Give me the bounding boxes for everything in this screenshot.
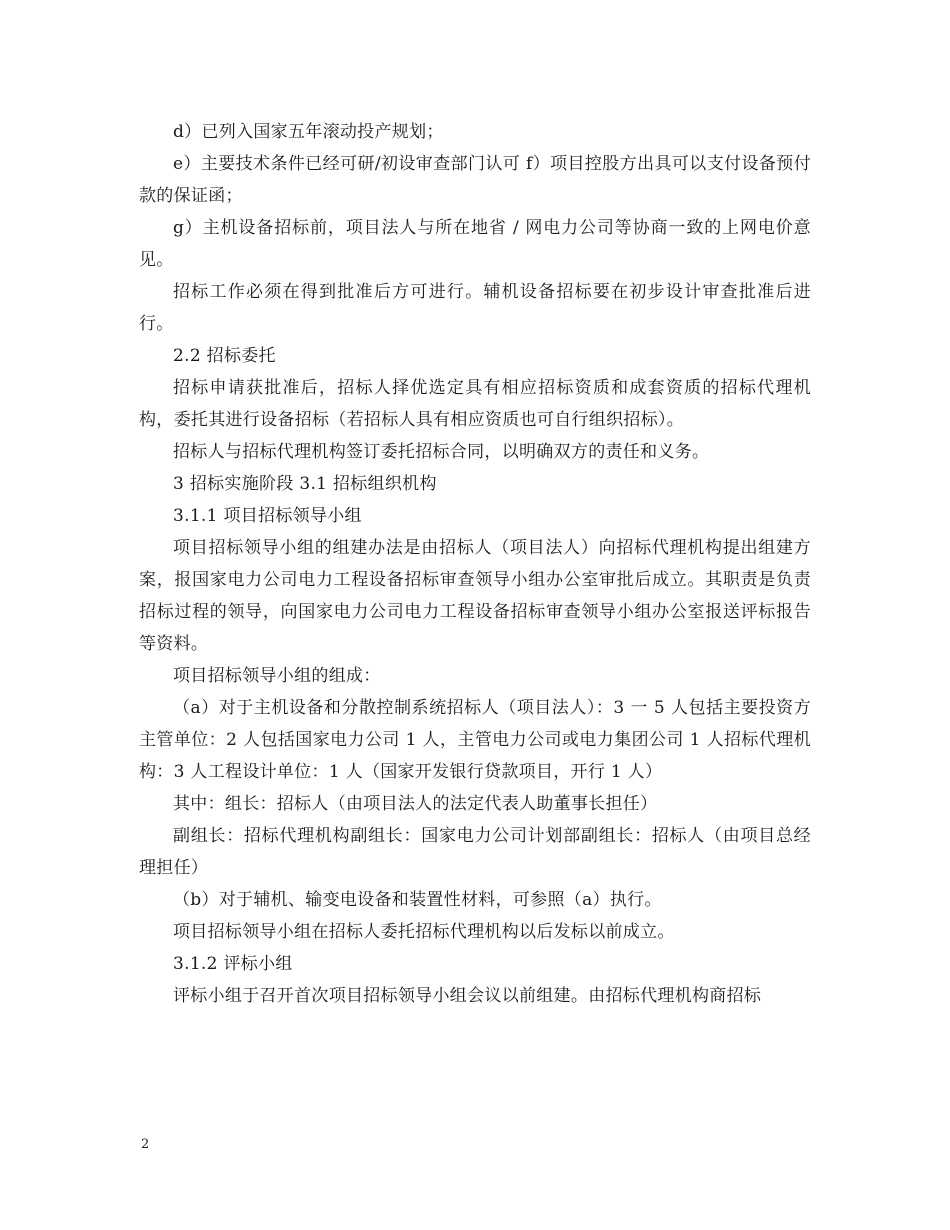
- paragraph-18: 评标小组于召开首次项目招标领导小组会议以前组建。由招标代理机构商招标: [173, 986, 762, 1006]
- page-number: 2: [141, 1137, 150, 1152]
- paragraph-14: 副组长：招标代理机构副组长：国家电力公司计划部副组长：招标人（由项目总经理担任）: [139, 826, 811, 878]
- section-heading-2-2: 2.2 招标委托: [173, 346, 276, 366]
- paragraph-3: g）主机设备招标前，项目法人与所在地省 / 网电力公司等协商一致的上网电价意见。: [139, 218, 811, 270]
- paragraph-10: 项目招标领导小组的组建办法是由招标人（项目法人）向招标代理机构提出组建方案，报国家电力公司电力工程设备招标审查领导小组办公室审批后成立。其职责是负责招标过程的领导，向国家电力公司电力工程设备招标审查领导小组办公室报送评标报告等资料。: [139, 538, 811, 654]
- paragraph-6: 招标申请获批准后，招标人择优选定具有相应招标资质和成套资质的招标代理机构，委托其进行设备招标（若招标人具有相应资质也可自行组织招标）。: [139, 378, 811, 430]
- section-heading-3-1-2: 3.1.2 评标小组: [173, 954, 293, 974]
- body-text: [139, 116, 811, 1012]
- paragraph-15: （b）对于辅机、输变电设备和装置性材料，可参照（a）执行。: [173, 890, 662, 910]
- section-heading-3: 3 招标实施阶段 3.1 招标组织机构: [173, 474, 437, 494]
- section-heading-3-1-1: 3.1.1 项目招标领导小组: [173, 506, 362, 526]
- paragraph-2: e）主要技术条件已经可研/初设审查部门认可 f）项目控股方出具可以支付设备预付款的保证函；: [139, 154, 811, 206]
- paragraph-12: （a）对于主机设备和分散控制系统招标人（项目法人）：3 一 5 人包括主要投资方主管单位：2 人包括国家电力公司 1 人，主管电力公司或电力集团公司 1 人招标代理机构：3 人工程设计单位：1 人（国家开发银行贷款项目，开行 1 人）: [139, 698, 811, 782]
- paragraph-11: 项目招标领导小组的组成：: [173, 666, 381, 686]
- paragraph-13: 其中：组长：招标人（由项目法人的法定代表人助董事长担任）: [173, 794, 658, 814]
- paragraph-4: 招标工作必须在得到批准后方可进行。辅机设备招标要在初步设计审查批准后进行。: [139, 282, 811, 334]
- paragraph-1: d）已列入国家五年滚动投产规划；: [173, 122, 444, 142]
- paragraph-16: 项目招标领导小组在招标人委托招标代理机构以后发标以前成立。: [173, 922, 675, 942]
- paragraph-7: 招标人与招标代理机构签订委托招标合同，以明确双方的责任和义务。: [173, 442, 710, 462]
